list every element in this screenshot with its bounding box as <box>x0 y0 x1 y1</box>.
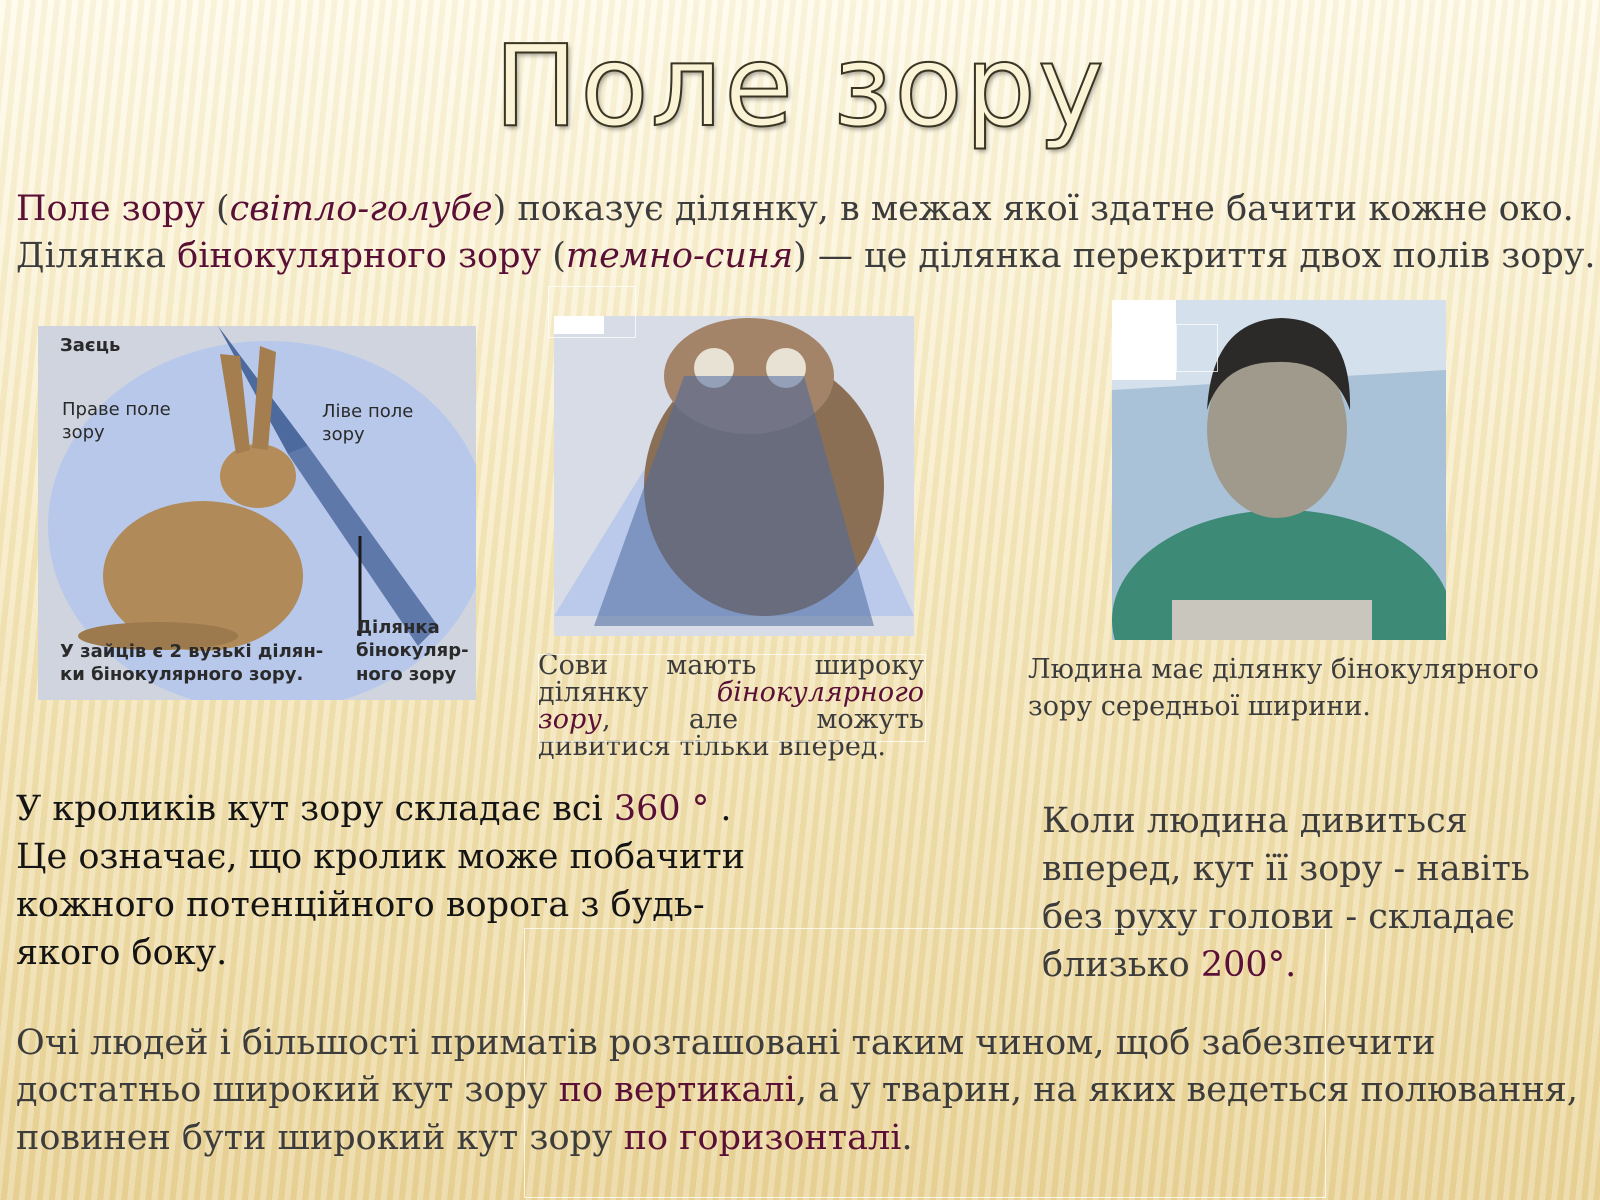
primates-paragraph <box>16 1020 1596 1162</box>
intro-text: ) показує ділянку, в межах якої здатне бачити кожне око. <box>492 189 1574 229</box>
term-binocular-vision: бінокулярного зору <box>177 235 542 276</box>
human-angle-text: Коли людина дивиться вперед, кут її зору - навіть без руху голови - складає близько <box>1042 801 1530 985</box>
human-book <box>1172 600 1372 640</box>
hare-figure-title: Заєць <box>60 335 121 356</box>
hare-note: У зайців є 2 вузькі ділян-ки бінокулярного зору. <box>60 641 324 686</box>
rabbit-text: . <box>709 789 732 829</box>
primates-term-vertical: по вертикалі <box>558 1070 796 1111</box>
slide-title: Поле зору <box>493 22 1107 152</box>
intro-text: ( <box>541 235 566 276</box>
primates-text: . <box>901 1117 913 1158</box>
intro-text: ( <box>204 189 230 229</box>
term-light-blue: світло-голубе <box>229 189 493 229</box>
intro-text: ) — це ділянка перекриття двох полів зору. <box>793 235 1596 276</box>
placeholder-frame <box>1176 324 1218 372</box>
owl-caption-term: бінокулярного зору <box>538 677 924 735</box>
hare-head <box>220 444 296 508</box>
primates-text: , а у тварин, на яких ведеться полювання, повинен бути широкий кут зору <box>16 1070 1578 1158</box>
placeholder-block <box>554 316 604 334</box>
intro-paragraph <box>16 186 1596 280</box>
term-dark-blue: темно-синя <box>565 235 794 276</box>
caption-frame <box>538 654 926 742</box>
term-field-of-view: Поле зору <box>16 189 205 229</box>
owl-illustration <box>554 316 914 636</box>
right-field-label: Праве поле зору <box>62 399 171 444</box>
owl-drawing <box>554 316 914 636</box>
rabbit-text: Це означає, що кролик може побачити кожного потенційного ворога з будь-якого боку. <box>16 836 746 973</box>
owl-caption-text: , але можуть дивитися тільки вперед. <box>538 704 924 762</box>
human-caption: Людина має ділянку бінокулярного зору середньої ширини. <box>1028 654 1539 722</box>
hare-illustration <box>38 326 476 700</box>
rabbit-angle-value: 360 ° <box>613 789 710 829</box>
owl-caption-text: Сови мають широку ділянку <box>538 650 924 708</box>
binocular-area-label: Ділянка бінокуляр-ного зору <box>356 617 469 685</box>
rabbit-text: У кроликів кут зору складає всі <box>16 789 614 829</box>
primates-text: Очі людей і більшості приматів розташовані таким чином, щоб забезпечити достатньо широкий кут зору <box>16 1023 1436 1111</box>
intro-text: Ділянка <box>16 235 178 276</box>
placeholder-block <box>1112 300 1176 380</box>
left-field-label: Ліве поле зору <box>322 401 414 446</box>
human-angle-value: 200°. <box>1200 944 1297 985</box>
primates-term-horizontal: по горизонталі <box>623 1117 902 1158</box>
